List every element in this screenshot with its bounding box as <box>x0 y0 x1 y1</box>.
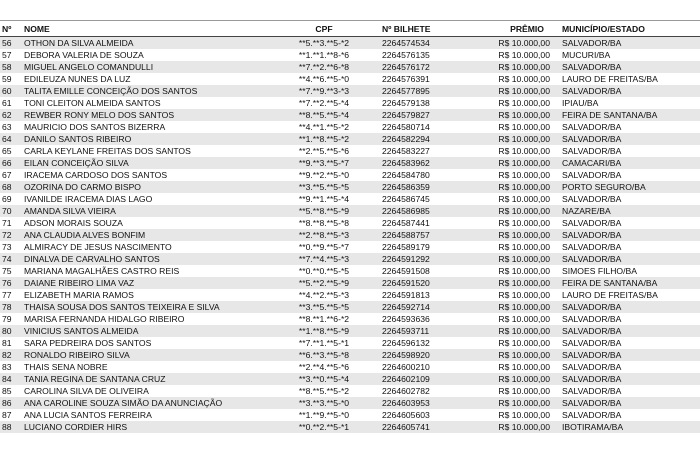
cell-city: LAURO DE FREITAS/BA <box>558 289 700 301</box>
header-ticket: Nº BILHETE <box>382 22 474 37</box>
cell-cpf: **1.**9.**5-*0 <box>266 409 382 421</box>
table-row <box>0 37 700 50</box>
cell-city: SALVADOR/BA <box>558 229 700 241</box>
cell-name: DEBORA VALERIA DE SOUZA <box>24 49 266 61</box>
cell-cpf: **5.**2.**5-*9 <box>266 277 382 289</box>
cell-name: IRACEMA CARDOSO DOS SANTOS <box>24 169 266 181</box>
cell-prize: R$ 10.000,00 <box>474 193 558 205</box>
table-row <box>0 73 700 85</box>
cell-city: SALVADOR/BA <box>558 253 700 265</box>
cell-number: 78 <box>0 301 24 313</box>
cell-name: RONALDO RIBEIRO SILVA <box>24 349 266 361</box>
table-row <box>0 241 700 253</box>
cell-cpf: **4.**2.**5-*3 <box>266 289 382 301</box>
cell-number: 62 <box>0 109 24 121</box>
cell-cpf: **3.**3.**5-*0 <box>266 397 382 409</box>
cell-prize: R$ 10.000,00 <box>474 229 558 241</box>
table-row <box>0 181 700 193</box>
cell-cpf: **7.**9.**3-*3 <box>266 85 382 97</box>
cell-prize: R$ 10.000,00 <box>474 49 558 61</box>
table-row <box>0 109 700 121</box>
cell-name: DAIANE RIBEIRO LIMA VAZ <box>24 277 266 289</box>
cell-cpf: **3.**5.**5-*5 <box>266 181 382 193</box>
cell-prize: R$ 10.000,00 <box>474 337 558 349</box>
cell-number: 57 <box>0 49 24 61</box>
cell-number: 65 <box>0 145 24 157</box>
table-row <box>0 301 700 313</box>
cell-prize: R$ 10.000,00 <box>474 349 558 361</box>
table-row <box>0 349 700 361</box>
cell-ticket: 2264577895 <box>382 85 474 97</box>
cell-name: TONI CLEITON ALMEIDA SANTOS <box>24 97 266 109</box>
cell-prize: R$ 10.000,00 <box>474 265 558 277</box>
cell-name: CARLA KEYLANE FREITAS DOS SANTOS <box>24 145 266 157</box>
cell-number: 63 <box>0 121 24 133</box>
cell-ticket: 2264591813 <box>382 289 474 301</box>
cell-cpf: **1.**8.**5-*2 <box>266 133 382 145</box>
cell-number: 87 <box>0 409 24 421</box>
header-cpf: CPF <box>266 22 382 37</box>
cell-prize: R$ 10.000,00 <box>474 385 558 397</box>
cell-prize: R$ 10.000,00 <box>474 97 558 109</box>
cell-number: 60 <box>0 85 24 97</box>
cell-name: MIGUEL ANGELO COMANDULLI <box>24 61 266 73</box>
cell-ticket: 2264580714 <box>382 121 474 133</box>
cell-cpf: **9.**2.**5-*0 <box>266 169 382 181</box>
cell-ticket: 2264596132 <box>382 337 474 349</box>
cell-number: 86 <box>0 397 24 409</box>
cell-city: LAURO DE FREITAS/BA <box>558 73 700 85</box>
cell-cpf: **6.**3.**5-*8 <box>266 349 382 361</box>
cell-name: DANILO SANTOS RIBEIRO <box>24 133 266 145</box>
cell-number: 74 <box>0 253 24 265</box>
cell-name: ALMIRACY DE JESUS NASCIMENTO <box>24 241 266 253</box>
table-row <box>0 337 700 349</box>
table-row <box>0 157 700 169</box>
cell-name: THAIS SENA NOBRE <box>24 361 266 373</box>
cell-ticket: 2264582294 <box>382 133 474 145</box>
cell-city: SALVADOR/BA <box>558 385 700 397</box>
table-row <box>0 145 700 157</box>
cell-ticket: 2264593636 <box>382 313 474 325</box>
cell-ticket: 2264586359 <box>382 181 474 193</box>
header-number: Nº <box>0 22 24 37</box>
cell-number: 72 <box>0 229 24 241</box>
cell-cpf: **3.**5.**5-*5 <box>266 301 382 313</box>
cell-prize: R$ 10.000,00 <box>474 277 558 289</box>
header-prize: PRÊMIO <box>474 22 558 37</box>
cell-ticket: 2264579827 <box>382 109 474 121</box>
cell-number: 75 <box>0 265 24 277</box>
cell-prize: R$ 10.000,00 <box>474 361 558 373</box>
cell-number: 56 <box>0 37 24 50</box>
cell-ticket: 2264603953 <box>382 397 474 409</box>
cell-cpf: **0.**2.**5-*1 <box>266 421 382 433</box>
cell-name: IVANILDE IRACEMA DIAS LAGO <box>24 193 266 205</box>
cell-city: IBOTIRAMA/BA <box>558 421 700 433</box>
cell-number: 59 <box>0 73 24 85</box>
cell-number: 77 <box>0 289 24 301</box>
cell-name: ADSON MORAIS SOUZA <box>24 217 266 229</box>
cell-cpf: **4.**6.**5-*0 <box>266 73 382 85</box>
cell-name: MAURICIO DOS SANTOS BIZERRA <box>24 121 266 133</box>
cell-prize: R$ 10.000,00 <box>474 85 558 97</box>
cell-number: 66 <box>0 157 24 169</box>
cell-number: 88 <box>0 421 24 433</box>
cell-ticket: 2264591520 <box>382 277 474 289</box>
cell-number: 84 <box>0 373 24 385</box>
cell-prize: R$ 10.000,00 <box>474 169 558 181</box>
cell-ticket: 2264588757 <box>382 229 474 241</box>
cell-ticket: 2264591292 <box>382 253 474 265</box>
cell-name: TALITA EMILLE CONCEIÇÃO DOS SANTOS <box>24 85 266 97</box>
cell-city: SALVADOR/BA <box>558 133 700 145</box>
cell-ticket: 2264586745 <box>382 193 474 205</box>
cell-name: SARA PEDREIRA DOS SANTOS <box>24 337 266 349</box>
cell-prize: R$ 10.000,00 <box>474 205 558 217</box>
cell-city: SALVADOR/BA <box>558 145 700 157</box>
cell-ticket: 2264587441 <box>382 217 474 229</box>
header-name: NOME <box>24 22 266 37</box>
table-row <box>0 385 700 397</box>
cell-prize: R$ 10.000,00 <box>474 133 558 145</box>
cell-city: SALVADOR/BA <box>558 217 700 229</box>
cell-prize: R$ 10.000,00 <box>474 409 558 421</box>
cell-cpf: **8.**5.**5-*2 <box>266 385 382 397</box>
table-row <box>0 361 700 373</box>
cell-city: SALVADOR/BA <box>558 313 700 325</box>
cell-name: ANA LUCIA SANTOS FERREIRA <box>24 409 266 421</box>
table-row <box>0 205 700 217</box>
cell-number: 71 <box>0 217 24 229</box>
cell-number: 70 <box>0 205 24 217</box>
cell-prize: R$ 10.000,00 <box>474 289 558 301</box>
cell-cpf: **5.**3.**5-*2 <box>266 37 382 50</box>
table-row <box>0 373 700 385</box>
table-row <box>0 313 700 325</box>
cell-number: 80 <box>0 325 24 337</box>
table-row <box>0 265 700 277</box>
cell-ticket: 2264576391 <box>382 73 474 85</box>
cell-number: 64 <box>0 133 24 145</box>
cell-city: CAMACARI/BA <box>558 157 700 169</box>
cell-city: SALVADOR/BA <box>558 349 700 361</box>
cell-ticket: 2264591508 <box>382 265 474 277</box>
cell-prize: R$ 10.000,00 <box>474 241 558 253</box>
cell-ticket: 2264600210 <box>382 361 474 373</box>
cell-ticket: 2264602782 <box>382 385 474 397</box>
cell-city: SALVADOR/BA <box>558 373 700 385</box>
cell-city: SALVADOR/BA <box>558 241 700 253</box>
cell-prize: R$ 10.000,00 <box>474 109 558 121</box>
table-row <box>0 253 700 265</box>
cell-ticket: 2264605741 <box>382 421 474 433</box>
table-row <box>0 325 700 337</box>
cell-city: SALVADOR/BA <box>558 397 700 409</box>
table-row <box>0 217 700 229</box>
winners-table <box>0 22 700 433</box>
table-row <box>0 193 700 205</box>
cell-prize: R$ 10.000,00 <box>474 145 558 157</box>
cell-name: CAROLINA SILVA DE OLIVEIRA <box>24 385 266 397</box>
cell-number: 61 <box>0 97 24 109</box>
cell-cpf: **2.**5.**5-*6 <box>266 145 382 157</box>
cell-cpf: **7.**2.**5-*4 <box>266 97 382 109</box>
table-row <box>0 277 700 289</box>
cell-name: VINICIUS SANTOS ALMEIDA <box>24 325 266 337</box>
cell-ticket: 2264592714 <box>382 301 474 313</box>
cell-cpf: **9.**3.**5-*7 <box>266 157 382 169</box>
cell-cpf: **3.**0.**5-*4 <box>266 373 382 385</box>
cell-number: 79 <box>0 313 24 325</box>
cell-ticket: 2264576172 <box>382 61 474 73</box>
cell-cpf: **8.**5.**5-*4 <box>266 109 382 121</box>
cell-name: OZORINA DO CARMO BISPO <box>24 181 266 193</box>
header-city: MUNICÍPIO/ESTADO <box>558 22 700 37</box>
cell-city: SALVADOR/BA <box>558 169 700 181</box>
cell-number: 85 <box>0 385 24 397</box>
cell-city: FEIRA DE SANTANA/BA <box>558 109 700 121</box>
cell-prize: R$ 10.000,00 <box>474 397 558 409</box>
cell-city: MUCURI/BA <box>558 49 700 61</box>
cell-ticket: 2264576135 <box>382 49 474 61</box>
cell-name: MARIANA MAGALHÃES CASTRO REIS <box>24 265 266 277</box>
cell-cpf: **2.**8.**5-*3 <box>266 229 382 241</box>
cell-cpf: **8.**8.**5-*8 <box>266 217 382 229</box>
cell-city: SALVADOR/BA <box>558 121 700 133</box>
cell-cpf: **9.**1.**5-*4 <box>266 193 382 205</box>
table-row <box>0 133 700 145</box>
table-body <box>0 37 700 434</box>
top-divider <box>0 20 700 21</box>
table-row <box>0 85 700 97</box>
cell-name: OTHON DA SILVA ALMEIDA <box>24 37 266 50</box>
cell-cpf: **1.**1.**8-*6 <box>266 49 382 61</box>
cell-number: 76 <box>0 277 24 289</box>
cell-number: 58 <box>0 61 24 73</box>
cell-city: SALVADOR/BA <box>558 409 700 421</box>
cell-cpf: **2.**4.**5-*6 <box>266 361 382 373</box>
cell-ticket: 2264605603 <box>382 409 474 421</box>
cell-prize: R$ 10.000,00 <box>474 181 558 193</box>
cell-ticket: 2264579138 <box>382 97 474 109</box>
table-row <box>0 397 700 409</box>
cell-ticket: 2264589179 <box>382 241 474 253</box>
cell-prize: R$ 10.000,00 <box>474 373 558 385</box>
cell-prize: R$ 10.000,00 <box>474 313 558 325</box>
cell-ticket: 2264574534 <box>382 37 474 50</box>
cell-city: SALVADOR/BA <box>558 301 700 313</box>
cell-name: ANA CAROLINE SOUZA SIMÃO DA ANUNCIAÇÃO <box>24 397 266 409</box>
cell-name: EDILEUZA NUNES DA LUZ <box>24 73 266 85</box>
cell-name: EILAN CONCEIÇÃO SILVA <box>24 157 266 169</box>
table-row <box>0 61 700 73</box>
cell-name: LUCIANO CORDIER HIRS <box>24 421 266 433</box>
table-row <box>0 229 700 241</box>
cell-city: IPIAU/BA <box>558 97 700 109</box>
cell-ticket: 2264602109 <box>382 373 474 385</box>
table-row <box>0 409 700 421</box>
cell-city: PORTO SEGURO/BA <box>558 181 700 193</box>
table-row <box>0 289 700 301</box>
cell-city: SALVADOR/BA <box>558 193 700 205</box>
cell-name: TANIA REGINA DE SANTANA CRUZ <box>24 373 266 385</box>
cell-number: 68 <box>0 181 24 193</box>
cell-ticket: 2264586985 <box>382 205 474 217</box>
cell-city: SALVADOR/BA <box>558 361 700 373</box>
cell-prize: R$ 10.000,00 <box>474 253 558 265</box>
cell-ticket: 2264583962 <box>382 157 474 169</box>
cell-prize: R$ 10.000,00 <box>474 73 558 85</box>
cell-ticket: 2264583227 <box>382 145 474 157</box>
cell-number: 82 <box>0 349 24 361</box>
cell-name: REWBER RONY MELO DOS SANTOS <box>24 109 266 121</box>
cell-cpf: **0.**9.**5-*7 <box>266 241 382 253</box>
cell-number: 67 <box>0 169 24 181</box>
cell-prize: R$ 10.000,00 <box>474 61 558 73</box>
cell-number: 83 <box>0 361 24 373</box>
cell-prize: R$ 10.000,00 <box>474 37 558 50</box>
cell-prize: R$ 10.000,00 <box>474 217 558 229</box>
table-row <box>0 97 700 109</box>
table-row <box>0 49 700 61</box>
cell-city: FEIRA DE SANTANA/BA <box>558 277 700 289</box>
cell-city: SALVADOR/BA <box>558 61 700 73</box>
table-row <box>0 121 700 133</box>
cell-cpf: **7.**2.**6-*8 <box>266 61 382 73</box>
cell-number: 69 <box>0 193 24 205</box>
cell-city: SIMOES FILHO/BA <box>558 265 700 277</box>
cell-cpf: **8.**1.**6-*2 <box>266 313 382 325</box>
cell-ticket: 2264584780 <box>382 169 474 181</box>
cell-name: DINALVA DE CARVALHO SANTOS <box>24 253 266 265</box>
cell-number: 73 <box>0 241 24 253</box>
cell-prize: R$ 10.000,00 <box>474 157 558 169</box>
cell-name: AMANDA SILVA VIEIRA <box>24 205 266 217</box>
table-header-row <box>0 22 700 37</box>
cell-city: SALVADOR/BA <box>558 37 700 50</box>
table-row <box>0 421 700 433</box>
cell-number: 81 <box>0 337 24 349</box>
cell-cpf: **7.**1.**5-*1 <box>266 337 382 349</box>
cell-city: SALVADOR/BA <box>558 337 700 349</box>
cell-prize: R$ 10.000,00 <box>474 421 558 433</box>
table-row <box>0 169 700 181</box>
cell-ticket: 2264593711 <box>382 325 474 337</box>
cell-cpf: **5.**8.**5-*9 <box>266 205 382 217</box>
cell-city: SALVADOR/BA <box>558 85 700 97</box>
cell-cpf: **4.**1.**5-*2 <box>266 121 382 133</box>
cell-city: NAZARE/BA <box>558 205 700 217</box>
cell-name: MARISA FERNANDA HIDALGO RIBEIRO <box>24 313 266 325</box>
cell-ticket: 2264598920 <box>382 349 474 361</box>
cell-name: ANA CLAUDIA ALVES BONFIM <box>24 229 266 241</box>
cell-prize: R$ 10.000,00 <box>474 325 558 337</box>
cell-city: SALVADOR/BA <box>558 325 700 337</box>
cell-cpf: **0.**0.**5-*5 <box>266 265 382 277</box>
cell-cpf: **7.**4.**5-*3 <box>266 253 382 265</box>
cell-name: ELIZABETH MARIA RAMOS <box>24 289 266 301</box>
cell-prize: R$ 10.000,00 <box>474 121 558 133</box>
cell-cpf: **1.**8.**5-*9 <box>266 325 382 337</box>
cell-prize: R$ 10.000,00 <box>474 301 558 313</box>
cell-name: THAISA SOUSA DOS SANTOS TEIXEIRA E SILVA <box>24 301 266 313</box>
